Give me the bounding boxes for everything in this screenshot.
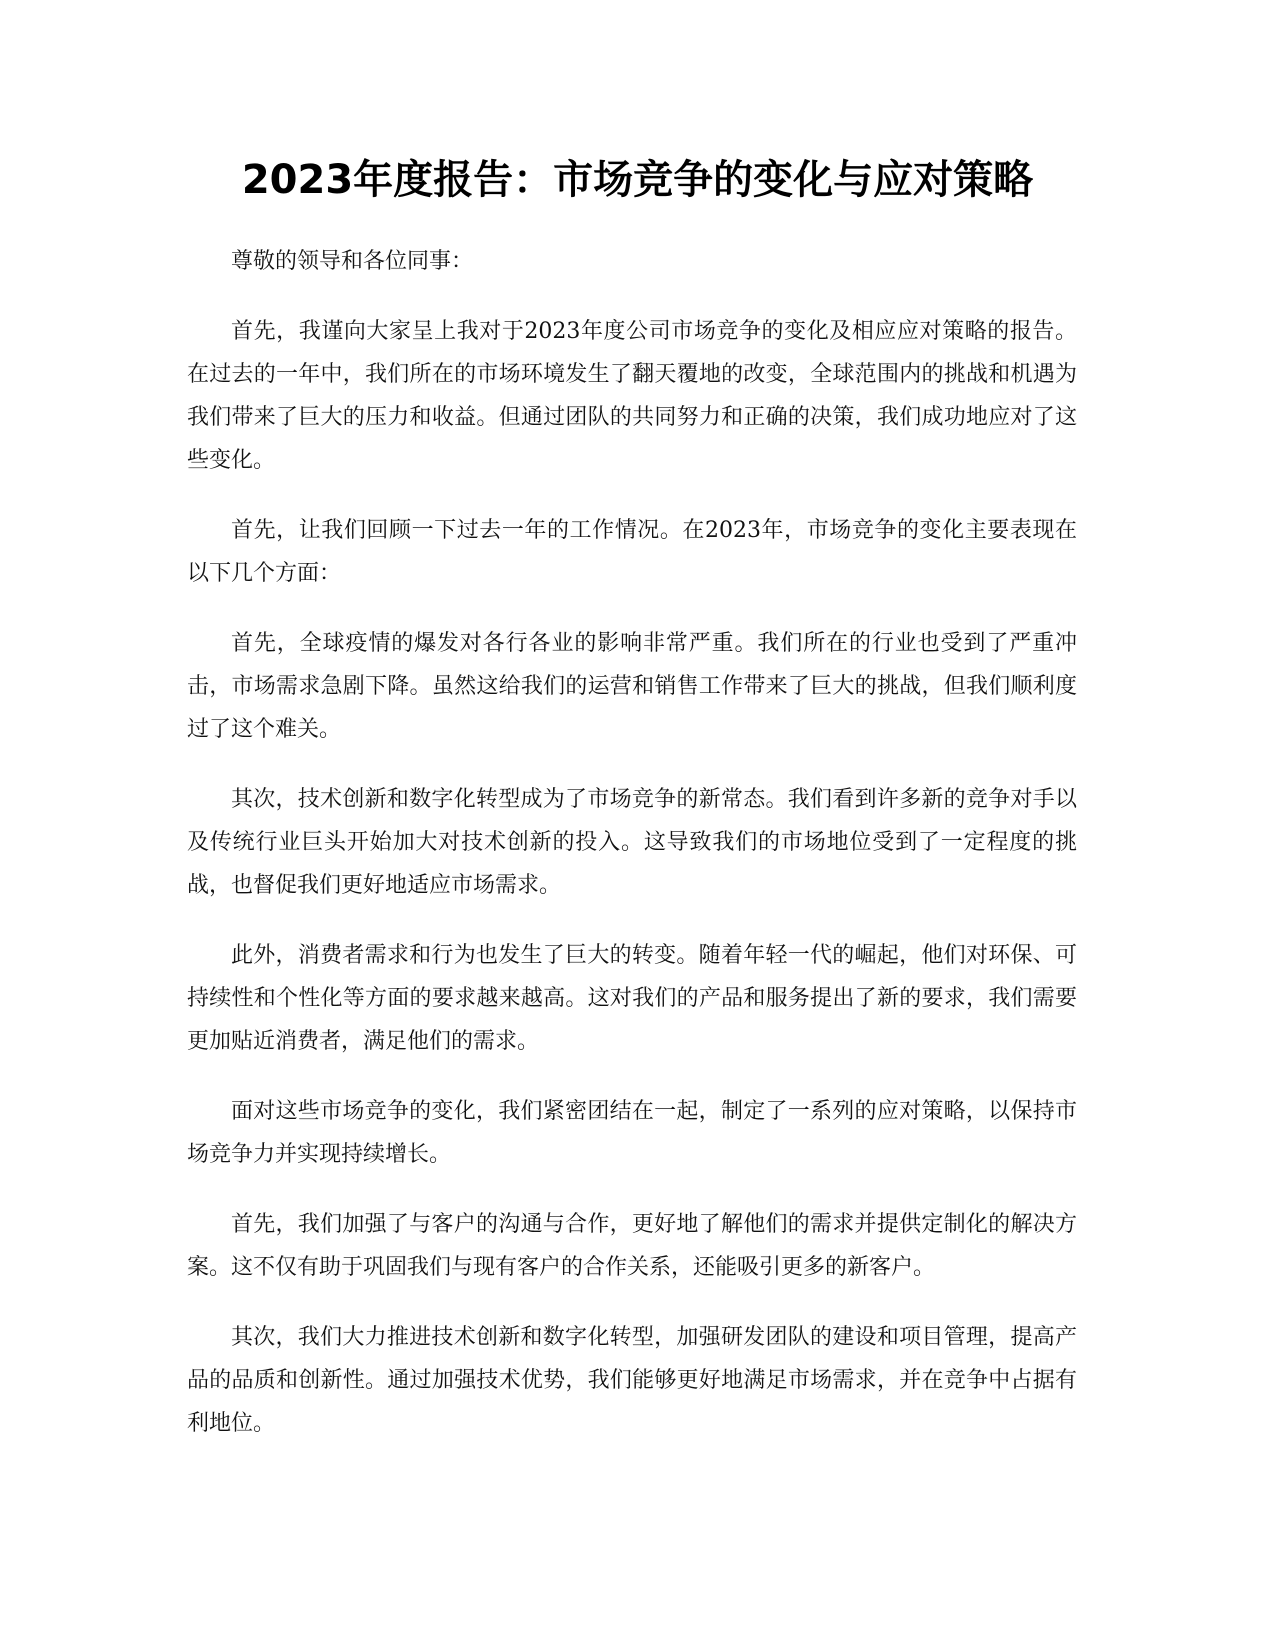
body-paragraph: 首先，全球疫情的爆发对各行各业的影响非常严重。我们所在的行业也受到了严重冲击，市场需求急剧下降。虽然这给我们的运营和销售工作带来了巨大的挑战，但我们顺利度过了这个难关。 xyxy=(187,631,1077,742)
body-paragraph: 此外，消费者需求和行为也发生了巨大的转变。随着年轻一代的崛起，他们对环保、可持续性和个性化等方面的要求越来越高。这对我们的产品和服务提出了新的要求，我们需要更加贴近消费者，满足他们的需求。 xyxy=(187,943,1077,1054)
body-paragraph: 其次，我们大力推进技术创新和数字化转型，加强研发团队的建设和项目管理，提高产品的品质和创新性。通过加强技术优势，我们能够更好地满足市场需求，并在竞争中占据有利地位。 xyxy=(187,1325,1077,1436)
body-paragraph: 首先，我谨向大家呈上我对于2023年度公司市场竞争的变化及相应应对策略的报告。在过去的一年中，我们所在的市场环境发生了翻天覆地的改变，全球范围内的挑战和机遇为我们带来了巨大的压力和收益。但通过团队的共同努力和正确的决策，我们成功地应对了这些变化。 xyxy=(187,319,1077,473)
salutation-paragraph: 尊敬的领导和各位同事： xyxy=(231,249,474,274)
body-paragraph: 其次，技术创新和数字化转型成为了市场竞争的新常态。我们看到许多新的竞争对手以及传统行业巨头开始加大对技术创新的投入。这导致我们的市场地位受到了一定程度的挑战，也督促我们更好地适应市场需求。 xyxy=(187,787,1077,898)
document-title: 2023年度报告：市场竞争的变化与应对策略 xyxy=(241,157,1034,203)
body-paragraph: 面对这些市场竞争的变化，我们紧密团结在一起，制定了一系列的应对策略，以保持市场竞争力并实现持续增长。 xyxy=(187,1099,1077,1167)
body-paragraph: 首先，让我们回顾一下过去一年的工作情况。在2023年，市场竞争的变化主要表现在以下几个方面： xyxy=(187,518,1077,586)
document-body xyxy=(187,240,1077,1472)
body-paragraph: 首先，我们加强了与客户的沟通与合作，更好地了解他们的需求并提供定制化的解决方案。这不仅有助于巩固我们与现有客户的合作关系，还能吸引更多的新客户。 xyxy=(187,1212,1077,1280)
